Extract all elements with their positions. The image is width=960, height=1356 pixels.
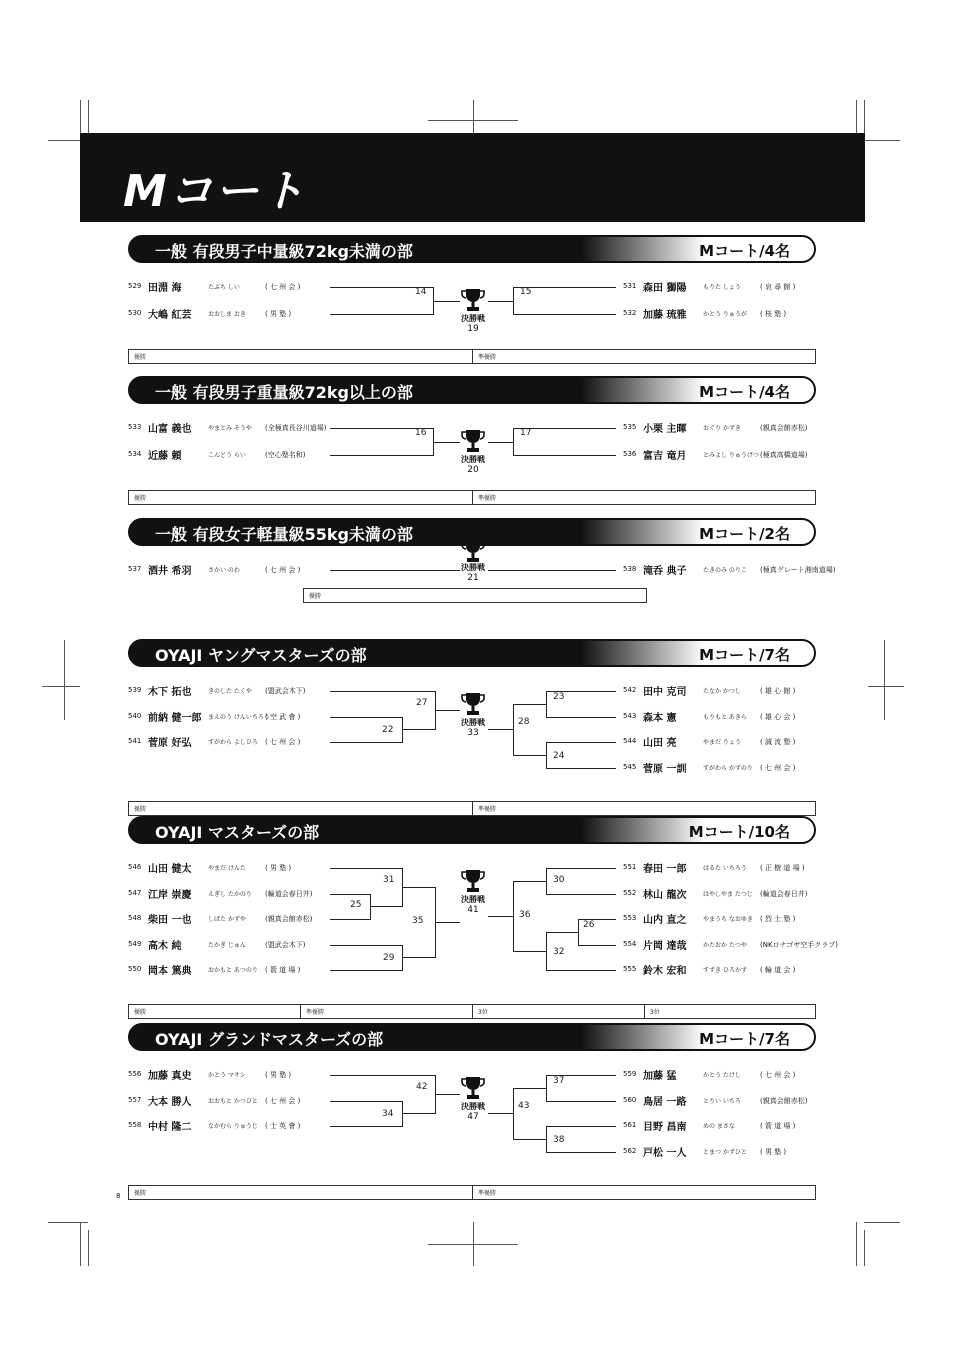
bracket-line <box>546 1152 616 1153</box>
bracket-line <box>513 287 514 315</box>
bracket-line <box>546 894 616 895</box>
entrant-kana: かとう りゅうが <box>703 311 747 318</box>
entrant-dojo: (空心塾名和) <box>265 451 306 459</box>
entrant-dojo: (親真会館赤松) <box>265 915 313 923</box>
crop-mark <box>88 1230 89 1266</box>
entrant-number: 537 <box>128 565 142 573</box>
final-label: 決勝戦 <box>461 314 485 323</box>
entrant-kana: すずき ひろかず <box>703 967 747 974</box>
bracket-line <box>402 729 435 730</box>
bracket-line <box>513 704 514 756</box>
entrant-kana: かとう たけし <box>703 1072 741 1079</box>
entrant-name: 中村 隆二 <box>148 1122 192 1133</box>
result-cell <box>301 1005 473 1018</box>
entrant-number: 540 <box>128 711 142 720</box>
entrant-name: 目野 昌南 <box>643 1122 687 1133</box>
result-label: 3位 <box>650 1008 660 1016</box>
entrant-kana: とまつ かずひと <box>703 1148 747 1156</box>
entrant-dojo: ( 七 州 会 ) <box>760 1071 796 1079</box>
entrant-name: 林山 龍次 <box>643 889 687 901</box>
crop-mark <box>864 1222 900 1223</box>
entrant-kana: たぶち しい <box>208 284 240 291</box>
trophy-icon <box>461 287 485 313</box>
entrant-number: 551 <box>623 863 637 871</box>
entrant-name: 田淵 海 <box>148 283 182 294</box>
entrant-name: 加藤 猛 <box>643 1071 677 1082</box>
entrant-dojo: ( 雄 心 館 ) <box>760 687 796 695</box>
entrant-number: 535 <box>623 423 637 431</box>
entrant-dojo: ( 哀 尋 館 ) <box>760 283 796 291</box>
match-number: 25 <box>350 900 362 911</box>
entrant-number: 562 <box>623 1146 637 1155</box>
section-title: 一般 有段女子軽量級55kg未満の部 <box>155 525 413 544</box>
entrant-name: 大本 勝人 <box>148 1096 192 1108</box>
bracket-line <box>433 442 460 443</box>
entrant-number: 538 <box>623 565 637 573</box>
result-label: 優勝 <box>134 495 147 502</box>
trophy-icon <box>461 428 485 454</box>
section-title: 一般 有段男子重量級72kg以上の部 <box>155 383 413 402</box>
result-cell <box>473 1005 645 1018</box>
match-number: 29 <box>383 953 395 964</box>
match-number: 22 <box>382 725 394 736</box>
final-number: 47 <box>467 1112 479 1122</box>
bracket-line <box>488 570 616 571</box>
page-number: 8 <box>116 1192 121 1200</box>
entrant-kana: もりた しょう <box>703 284 741 291</box>
final-label: 決勝戦 <box>461 455 485 464</box>
entrant-number: 558 <box>128 1121 142 1129</box>
entrant-number: 534 <box>128 450 142 458</box>
entrant-kana: すがわら かずのり <box>703 764 753 772</box>
entrant-kana: さかい のわ <box>208 567 240 574</box>
entrant-dojo: ( 男 塾 ) <box>760 1147 787 1156</box>
entrant-kana: やまだ りょう <box>703 739 741 746</box>
section-court: Mコート/7名 <box>699 646 790 664</box>
bracket-line <box>513 704 546 705</box>
entrant-number: 533 <box>128 423 142 431</box>
crop-mark <box>864 140 900 141</box>
result-cell <box>473 491 817 504</box>
bracket-line <box>330 970 402 971</box>
entrant-name: 森本 憲 <box>643 712 677 724</box>
entrant-kana: はるた いちろう <box>703 865 747 872</box>
entrant-name: 春田 一郎 <box>643 864 687 875</box>
bracket-line <box>513 755 546 756</box>
entrant-kana: たなか かつし <box>703 688 741 695</box>
crop-mark <box>856 1222 857 1266</box>
final-number: 33 <box>467 728 479 738</box>
entrant-name: 菅原 一訓 <box>643 763 687 775</box>
bracket-line <box>370 906 402 907</box>
bracket-line <box>513 428 514 456</box>
bracket-line <box>578 945 616 946</box>
entrant-dojo: (全極真長谷川道場) <box>265 424 327 432</box>
entrant-number: 546 <box>128 863 142 871</box>
result-cell <box>129 350 473 363</box>
bracket-line <box>513 455 616 456</box>
entrant-dojo: ( 正 樹 道 場 ) <box>760 864 805 872</box>
bracket-line <box>546 1126 616 1127</box>
result-cell <box>473 1186 817 1199</box>
entrant-dojo: (親真会館赤松) <box>760 424 808 432</box>
entrant-dojo: ( 男 塾 ) <box>265 1071 292 1079</box>
entrant-name: 山田 亮 <box>643 738 677 749</box>
entrant-kana: はやしやま たつじ <box>703 890 753 898</box>
match-number: 30 <box>553 874 565 885</box>
section-court: Mコート/7名 <box>699 1030 790 1048</box>
bracket-section <box>0 639 960 829</box>
match-number: 34 <box>382 1109 394 1120</box>
bracket-line <box>330 314 433 315</box>
bracket-line <box>546 1126 547 1153</box>
bracket-line <box>546 768 616 769</box>
section-court: Mコート/4名 <box>699 383 790 401</box>
match-number: 43 <box>518 1101 530 1112</box>
match-number: 42 <box>416 1082 428 1093</box>
entrant-kana: すがわら よしひろ <box>208 739 258 746</box>
bracket-line <box>578 919 579 946</box>
section-title: OYAJI ヤングマスターズの部 <box>155 646 367 665</box>
result-cell <box>129 1005 301 1018</box>
entrant-dojo: (極真高橋道場) <box>760 451 808 459</box>
entrant-number: 531 <box>623 282 637 290</box>
result-cell <box>473 802 817 815</box>
bracket-line <box>546 691 547 718</box>
entrant-dojo: ( 桜 塾 ) <box>760 310 787 318</box>
entrant-number: 556 <box>128 1070 142 1078</box>
crop-mark <box>864 1230 865 1266</box>
bracket-line <box>546 717 616 718</box>
bracket-line <box>513 1139 546 1140</box>
match-number: 35 <box>412 916 424 927</box>
entrant-dojo: ( 烈 士 塾 ) <box>760 915 796 923</box>
bracket-section <box>0 816 960 1016</box>
result-box <box>128 801 816 816</box>
final-number: 41 <box>467 905 479 915</box>
section-court: Mコート/4名 <box>699 242 790 260</box>
entrant-dojo: ( 男 塾 ) <box>265 864 292 872</box>
entrant-kana: おぐり かずき <box>703 425 741 432</box>
trophy-icon <box>461 691 485 717</box>
entrant-dojo: (輪道会春日井) <box>760 889 808 898</box>
entrant-dojo: ( 七 州 会 ) <box>265 738 301 746</box>
entrant-number: 529 <box>128 282 142 290</box>
entrant-kana: たきのみ のりこ <box>703 567 747 574</box>
final-label: 決勝戦 <box>461 1102 485 1111</box>
bracket-line <box>433 301 460 302</box>
entrant-name: 近藤 頼 <box>148 451 182 462</box>
match-number: 15 <box>520 286 532 297</box>
entrant-name: 富吉 竜月 <box>643 451 687 462</box>
entrant-dojo: ( 七 州 会 ) <box>265 1096 301 1105</box>
entrant-dojo: (親真会館赤松) <box>760 1096 808 1105</box>
result-label: 準優勝 <box>478 806 497 813</box>
bracket-line <box>330 919 370 920</box>
result-box <box>128 490 816 505</box>
result-cell <box>129 491 473 504</box>
entrant-number: 547 <box>128 888 142 897</box>
entrant-dojo: (極真グレート湘南道場) <box>760 566 836 574</box>
match-number: 17 <box>520 427 532 438</box>
entrant-number: 555 <box>623 965 637 973</box>
bracket-line <box>546 868 616 869</box>
entrant-dojo: ( 七 州 会 ) <box>760 763 796 772</box>
crop-mark <box>48 1222 88 1223</box>
result-box <box>128 1185 816 1200</box>
entrant-name: 山内 直之 <box>643 915 687 926</box>
entrant-number: 539 <box>128 686 142 694</box>
result-label: 準優勝 <box>306 1008 325 1016</box>
bracket-line <box>546 1075 547 1102</box>
section-title: 一般 有段男子中量級72kg未満の部 <box>155 242 413 261</box>
entrant-dojo: ( 男 塾 ) <box>265 310 292 318</box>
section-title: OYAJI グランドマスターズの部 <box>155 1030 384 1049</box>
entrant-dojo: (NKロナゴヤ空手クラブ) <box>760 940 839 949</box>
entrant-number: 557 <box>128 1095 142 1104</box>
entrant-name: 岡本 篤典 <box>148 966 192 977</box>
final-number: 20 <box>467 465 479 475</box>
result-cell <box>304 589 648 602</box>
final-label: 決勝戦 <box>461 563 485 572</box>
entrant-kana: たかぎ じゅん <box>208 941 246 949</box>
entrant-number: 559 <box>623 1070 637 1078</box>
bracket-line <box>330 1075 435 1076</box>
bracket-line <box>330 868 402 869</box>
bracket-line <box>513 881 514 952</box>
bracket-line <box>513 314 616 315</box>
entrant-name: 加藤 真史 <box>148 1071 192 1082</box>
entrant-number: 542 <box>623 686 637 694</box>
result-cell <box>645 1005 817 1018</box>
entrant-kana: やまだ けんた <box>208 865 246 872</box>
entrant-dojo: ( 輪 道 会 ) <box>760 966 796 974</box>
entrant-kana: もりもと あきら <box>703 713 747 721</box>
result-box <box>128 1004 816 1019</box>
entrant-dojo: ( 箭 道 場 ) <box>760 1122 796 1130</box>
result-label: 3位 <box>478 1008 488 1016</box>
entrant-dojo: ( 空 武 會 ) <box>265 712 301 721</box>
entrant-name: 菅原 好弘 <box>148 738 192 749</box>
entrant-kana: かたおか たつや <box>703 941 747 949</box>
final-label: 決勝戦 <box>461 718 485 727</box>
match-number: 16 <box>415 427 427 438</box>
bracket-line <box>330 742 402 743</box>
entrant-kana: かとう マサシ <box>208 1072 246 1079</box>
match-number: 26 <box>583 919 595 930</box>
trophy-icon <box>461 868 485 894</box>
bracket-line <box>435 710 460 711</box>
result-cell <box>473 350 817 363</box>
bracket-line <box>330 455 433 456</box>
result-label: 準優勝 <box>478 495 497 502</box>
entrant-number: 553 <box>623 914 637 922</box>
result-label: 優勝 <box>134 354 147 361</box>
bracket-line <box>330 894 370 895</box>
result-cell <box>129 802 473 815</box>
bracket-section <box>0 1023 960 1213</box>
result-cell <box>129 1186 473 1199</box>
entrant-name: 山田 健太 <box>148 864 192 875</box>
crop-mark <box>80 1222 81 1266</box>
page-title: Mコート <box>123 166 307 217</box>
entrant-dojo: ( 七 州 会 ) <box>265 283 301 291</box>
final-number: 21 <box>467 573 479 583</box>
entrant-name: 柴田 一也 <box>148 915 192 926</box>
entrant-number: 548 <box>128 914 142 922</box>
result-label: 優勝 <box>134 806 147 813</box>
result-label: 優勝 <box>134 1190 147 1197</box>
bracket-line <box>546 742 616 743</box>
entrant-dojo: ( 士 英 會 ) <box>265 1122 301 1130</box>
entrant-dojo: ( 箭 道 場 ) <box>265 966 301 974</box>
match-number: 24 <box>553 750 565 761</box>
entrant-name: 鳥居 一路 <box>643 1096 687 1108</box>
entrant-number: 552 <box>623 888 637 897</box>
entrant-name: 木下 拓也 <box>148 687 192 698</box>
entrant-kana: やまとみ そうや <box>208 425 252 432</box>
bracket-line <box>513 881 546 882</box>
entrant-name: 前納 健一郎 <box>148 712 202 724</box>
entrant-name: 片岡 達哉 <box>643 940 687 952</box>
bracket-line <box>330 717 402 718</box>
bracket-line <box>330 570 460 571</box>
bracket-line <box>435 1094 460 1095</box>
entrant-kana: おおしま おき <box>208 311 246 318</box>
entrant-dojo: ( 七 州 会 ) <box>265 566 301 574</box>
bracket-line <box>330 1126 402 1127</box>
final-number: 19 <box>467 324 479 334</box>
entrant-number: 560 <box>623 1095 637 1104</box>
section-court: Mコート/10名 <box>688 823 790 841</box>
result-label: 準優勝 <box>478 354 497 361</box>
bracket-line <box>402 957 435 958</box>
result-label: 準優勝 <box>478 1190 497 1197</box>
entrant-number: 536 <box>623 450 637 458</box>
entrant-number: 550 <box>128 965 142 973</box>
entrant-number: 561 <box>623 1121 637 1129</box>
entrant-number: 543 <box>623 711 637 720</box>
entrant-dojo: (盟武会木下) <box>265 940 306 949</box>
entrant-kana: おおもと かつひと <box>208 1097 258 1105</box>
bracket-line <box>546 742 547 769</box>
bracket-line <box>330 945 402 946</box>
match-number: 27 <box>416 698 428 709</box>
entrant-kana: こんどう らい <box>208 452 246 459</box>
entrant-kana: きのした たくや <box>208 688 252 695</box>
match-number: 36 <box>519 909 531 920</box>
entrant-name: 加藤 琉雅 <box>643 310 687 321</box>
bracket-line <box>435 922 460 923</box>
entrant-name: 小栗 主暉 <box>643 424 687 435</box>
section-title: OYAJI マスターズの部 <box>155 823 320 842</box>
bracket-line <box>402 887 435 888</box>
bracket-line <box>513 951 546 952</box>
bracket-line <box>488 916 513 917</box>
entrant-number: 544 <box>623 737 637 745</box>
entrant-name: 大嶋 紅芸 <box>148 310 192 321</box>
match-number: 32 <box>553 946 565 957</box>
entrant-name: 高木 純 <box>148 940 182 952</box>
match-number: 14 <box>415 286 427 297</box>
bracket-line <box>546 932 578 933</box>
entrant-name: 江岸 崇慶 <box>148 889 192 901</box>
entrant-name: 山富 義也 <box>148 424 192 435</box>
entrant-kana: とりい いちろ <box>703 1097 741 1105</box>
entrant-dojo: (盟武会木下) <box>265 687 306 695</box>
result-label: 優勝 <box>134 1008 147 1016</box>
match-number: 31 <box>383 875 395 886</box>
entrant-name: 鈴木 宏和 <box>643 966 687 977</box>
bracket-line <box>488 1113 513 1114</box>
bracket-line <box>488 301 513 302</box>
trophy-icon <box>461 538 485 564</box>
entrant-dojo: ( 雄 心 会 ) <box>760 712 796 721</box>
bracket-line <box>330 1101 402 1102</box>
match-number: 37 <box>553 1075 565 1086</box>
bracket-line <box>513 1088 546 1089</box>
entrant-number: 554 <box>623 939 637 948</box>
bracket-line <box>546 868 547 895</box>
bracket-line <box>488 442 513 443</box>
final-label: 決勝戦 <box>461 895 485 904</box>
bracket-line <box>330 691 435 692</box>
entrant-kana: おかもと あつのり <box>208 967 258 974</box>
section-court: Mコート/2名 <box>699 525 790 543</box>
result-label: 優勝 <box>309 593 322 600</box>
entrant-name: 滝呑 典子 <box>643 566 687 577</box>
entrant-name: 戸松 一人 <box>643 1147 687 1159</box>
entrant-name: 酒井 希羽 <box>148 566 192 577</box>
entrant-dojo: ( 誠 流 塾 ) <box>760 738 796 746</box>
result-box <box>128 349 816 364</box>
entrant-number: 532 <box>623 309 637 317</box>
bracket-line <box>546 932 547 971</box>
entrant-kana: なかむら りゅうじ <box>208 1123 258 1130</box>
entrant-number: 541 <box>128 737 142 745</box>
entrant-kana: めの まさな <box>703 1123 735 1130</box>
match-number: 38 <box>553 1134 565 1145</box>
bracket-line <box>546 1101 616 1102</box>
entrant-number: 545 <box>623 762 637 771</box>
bracket-line <box>402 1113 435 1114</box>
entrant-number: 530 <box>128 309 142 317</box>
entrant-kana: えぎし たかのり <box>208 890 252 898</box>
trophy-icon <box>461 1075 485 1101</box>
crop-mark <box>473 1222 474 1266</box>
match-number: 23 <box>553 691 565 702</box>
entrant-kana: しばた かずや <box>208 916 246 923</box>
bracket-line <box>513 1088 514 1140</box>
entrant-number: 549 <box>128 939 142 948</box>
entrant-kana: まえのう けんいちろう <box>208 713 270 721</box>
entrant-kana: とみよし りゅうげつ <box>703 452 759 459</box>
result-box <box>303 588 647 603</box>
entrant-kana: やまうち なおゆき <box>703 916 753 923</box>
entrant-name: 田中 克司 <box>643 687 687 698</box>
entrant-dojo: (輪道会春日井) <box>265 889 313 898</box>
match-number: 28 <box>518 717 530 728</box>
entrant-name: 森田 獅陽 <box>643 283 687 294</box>
bracket-line <box>488 729 513 730</box>
bracket-line <box>546 970 616 971</box>
